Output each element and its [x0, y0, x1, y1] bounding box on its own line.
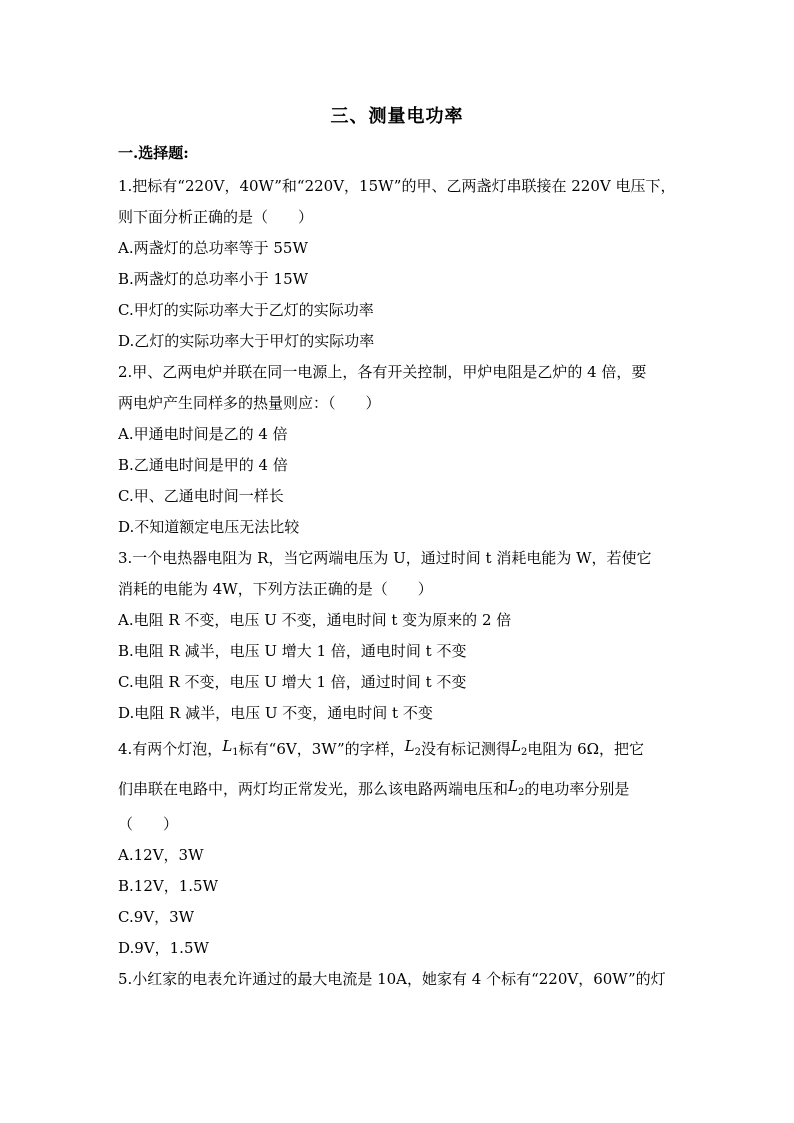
question-1: [118, 171, 678, 357]
question-3-line-2: 消耗的电能为 4W，下列方法正确的是（ ）: [118, 580, 433, 598]
question-4-text-b: 标有“6V，3W”的字样，: [238, 740, 405, 758]
question-1-option-c: C.甲灯的实际功率大于乙灯的实际功率: [118, 301, 374, 319]
question-3-line-1: 3.一个电热器电阻为 R，当它两端电压为 U，通过时间 t 消耗电能为 W，若使它: [118, 549, 652, 567]
question-2-option-d: D.不知道额定电压无法比较: [118, 518, 300, 536]
question-4-line-2: [118, 769, 678, 809]
question-3-option-c: C.电阻 R 不变，电压 U 增大 1 倍，通过时间 t 不变: [118, 673, 467, 691]
symbol-l1: [222, 737, 239, 758]
question-4-text-e: 们串联在电路中，两灯均正常发光，那么该电路两端电压和: [118, 780, 509, 798]
question-2-line-1: 2.甲、乙两电炉并联在同一电源上，各有开关控制，甲炉电阻是乙炉的 4 倍，要: [118, 363, 647, 381]
symbol-l2-second-subscript: 2: [520, 747, 528, 758]
question-4-text-a: 4.有两个灯泡，: [118, 740, 223, 758]
page-title: 三、测量电功率: [330, 106, 464, 127]
question-1-option-a: A.两盏灯的总功率等于 55W: [118, 239, 308, 257]
symbol-l2-third-subscript: 2: [517, 787, 525, 798]
question-4-text-c: 没有标记测得: [420, 740, 511, 758]
symbol-l1-letter: L: [222, 737, 233, 755]
question-2-option-a: A.甲通电时间是乙的 4 倍: [118, 425, 288, 443]
question-1-line-2: 则下面分析正确的是（ ）: [118, 208, 314, 226]
question-4-option-b: B.12V，1.5W: [118, 877, 218, 895]
symbol-l2-third-letter: L: [508, 777, 518, 795]
question-4-option-d: D.9V，1.5W: [118, 939, 209, 957]
question-4-option-c: C.9V，3W: [118, 908, 195, 926]
question-4-text-f: 的电功率分别是: [524, 780, 630, 798]
question-2-option-b: B.乙通电时间是甲的 4 倍: [118, 456, 288, 474]
question-4: [118, 729, 678, 964]
question-2: [118, 357, 678, 543]
question-3-option-b: B.电阻 R 减半，电压 U 增大 1 倍，通电时间 t 不变: [118, 642, 467, 660]
question-list: [118, 171, 678, 995]
question-1-line-1: 1.把标有“220V，40W”和“220V，15W”的甲、乙两盏灯串联接在 220V 电压下，: [118, 177, 676, 195]
question-3: [118, 543, 678, 729]
section-heading: 一.选择题:: [118, 144, 189, 162]
question-4-text-d: 电阻为 6Ω，把它: [527, 740, 645, 758]
question-4-line-1: [118, 729, 678, 769]
symbol-l2-second-letter: L: [510, 737, 521, 755]
question-4-option-a: A.12V，3W: [118, 846, 204, 864]
symbol-l2-second: [510, 737, 528, 758]
symbol-l2-letter: L: [404, 737, 415, 755]
question-2-line-2: 两电炉产生同样多的热量则应：（ ）: [118, 394, 381, 412]
question-3-option-d: D.电阻 R 减半，电压 U 不变，通电时间 t 不变: [118, 704, 433, 722]
symbol-l1-subscript: 1: [232, 747, 239, 758]
question-5: [118, 964, 678, 995]
question-4-line-3: （ ）: [118, 815, 179, 833]
symbol-l2-subscript: 2: [414, 747, 421, 758]
question-2-option-c: C.甲、乙通电时间一样长: [118, 487, 284, 505]
symbol-l2-third: [508, 777, 525, 798]
question-3-option-a: A.电阻 R 不变，电压 U 不变，通电时间 t 变为原来的 2 倍: [118, 611, 512, 629]
symbol-l2: [404, 737, 421, 758]
question-5-line-1: 5.小红家的电表允许通过的最大电流是 10A，她家有 4 个标有“220V，60W”的灯: [118, 970, 666, 988]
question-1-option-b: B.两盏灯的总功率小于 15W: [118, 270, 309, 288]
question-1-option-d: D.乙灯的实际功率大于甲灯的实际功率: [118, 332, 375, 350]
